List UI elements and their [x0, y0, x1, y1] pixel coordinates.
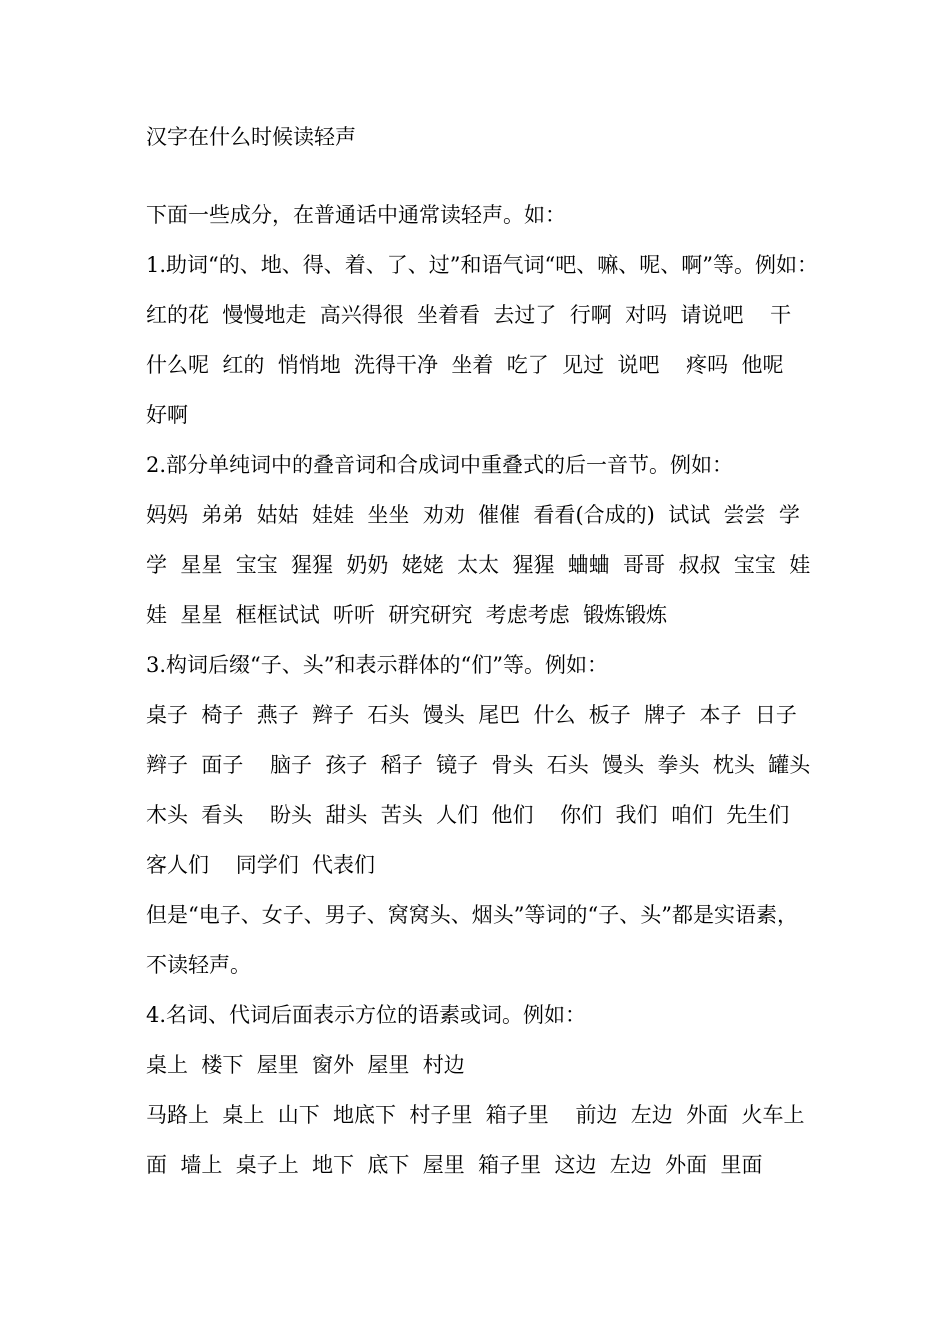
section-2-heading: 2.部分单纯词中的叠音词和合成词中重叠式的后一音节。例如： — [146, 453, 734, 477]
section-3-example-line: 桌子 椅子 燕子 辫子 石头 馒头 尾巴 什么 板子 牌子 本子 日子 — [146, 703, 797, 727]
section-4-example-line: 桌上 楼下 屋里 窗外 屋里 村边 — [146, 1053, 465, 1077]
section-4-example-line: 面 墙上 桌子上 地下 底下 屋里 箱子里 这边 左边 外面 里面 — [146, 1153, 763, 1177]
section-2-example-line: 学 星星 宝宝 猩猩 奶奶 姥姥 太太 猩猩 蛐蛐 哥哥 叔叔 宝宝 娃 — [146, 553, 811, 577]
section-1-example-line: 什么呢 红的 悄悄地 洗得干净 坐着 吃了 见过 说吧 疼吗 他呢 — [146, 353, 784, 377]
section-1-heading: 1.助词“的、地、得、着、了、过”和语气词“吧、嘛、呢、啊”等。例如： — [146, 253, 818, 277]
document-title: 汉字在什么时候读轻声 — [146, 125, 356, 149]
section-3-example-line: 辫子 面子 脑子 孩子 稻子 镜子 骨头 石头 馒头 拳头 枕头 罐头 — [146, 753, 811, 777]
section-3-example-line: 客人们 同学们 代表们 — [146, 853, 376, 877]
section-2-example-line: 娃 星星 框框试试 听听 研究研究 考虑考虑 锻炼锻炼 — [146, 603, 668, 627]
document-body — [146, 200, 818, 1200]
section-3-heading: 3.构词后缀“子、头”和表示群体的“们”等。例如： — [146, 653, 608, 677]
section-1-example-line: 红的花 慢慢地走 高兴得很 坐着看 去过了 行啊 对吗 请说吧 干 — [146, 303, 792, 327]
section-3-note-line: 但是“电子、女子、男子、窝窝头、烟头”等词的“子、头”都是实语素， — [146, 903, 798, 927]
section-3-example-line: 木头 看头 盼头 甜头 苦头 人们 他们 你们 我们 咱们 先生们 — [146, 803, 790, 827]
section-4-example-line: 马路上 桌上 山下 地底下 村子里 箱子里 前边 左边 外面 火车上 — [146, 1103, 805, 1127]
intro-line: 下面一些成分，在普通话中通常读轻声。如： — [146, 203, 566, 227]
section-1-example-line: 好啊 — [146, 403, 188, 427]
section-4-heading: 4.名词、代词后面表示方位的语素或词。例如： — [146, 1003, 587, 1027]
section-3-note-line: 不读轻声。 — [146, 953, 251, 977]
section-2-example-line: 妈妈 弟弟 姑姑 娃娃 坐坐 劝劝 催催 看看(合成的) 试试 尝尝 学 — [146, 503, 800, 527]
